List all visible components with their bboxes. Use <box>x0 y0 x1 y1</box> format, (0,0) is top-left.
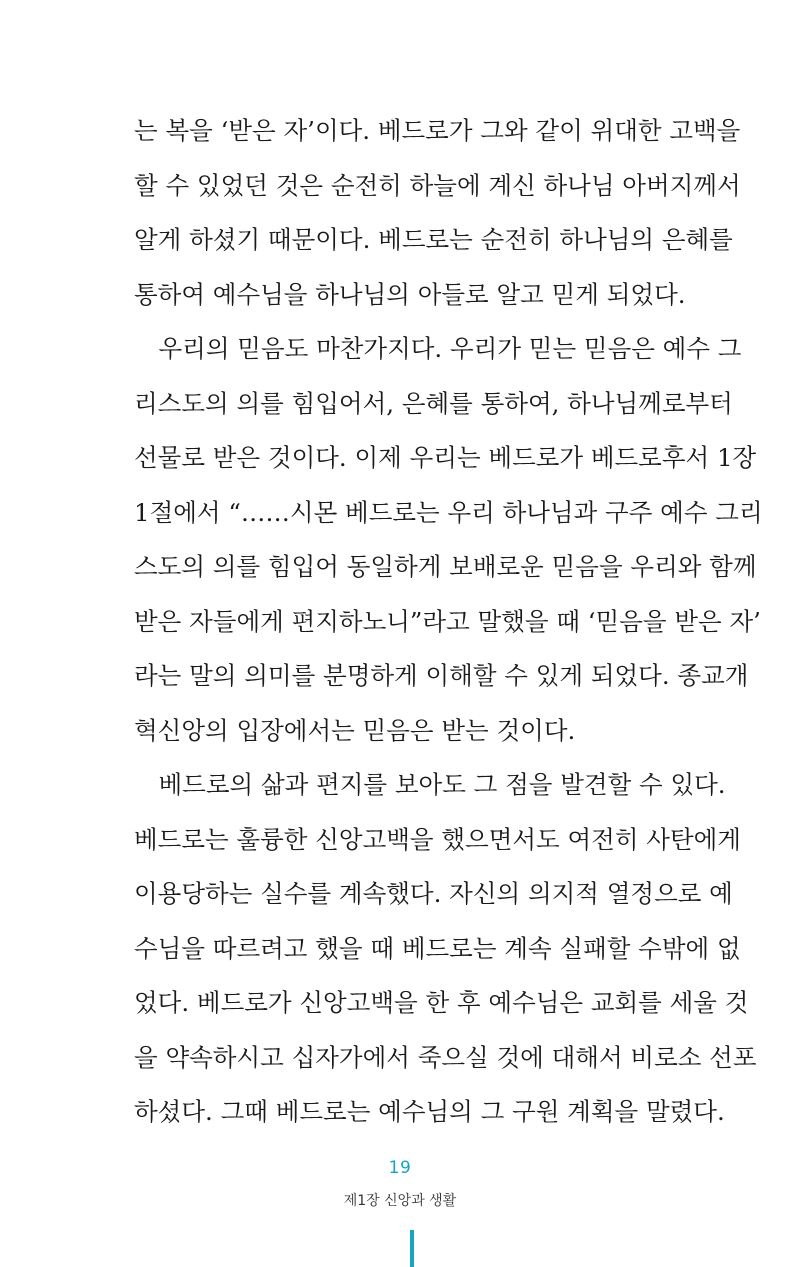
text-line: 을 약속하시고 십자가에서 죽으실 것에 대해서 비로소 선포 <box>134 1042 757 1072</box>
text-line: 선물로 받은 것이다. 이제 우리는 베드로가 베드로후서 1장 <box>134 443 757 472</box>
text-line: 베드로는 훌륭한 신앙고백을 했으면서도 여전히 사탄에게 <box>134 824 741 854</box>
text-line: 1절에서 “……시몬 베드로는 우리 하나님과 구주 예수 그리 <box>134 497 763 527</box>
bookmark-bar <box>410 1230 414 1267</box>
text-line: 스도의 의를 힘입어 동일하게 보배로운 믿음을 우리와 함께 <box>134 552 757 581</box>
chapter-title: 제1장 신앙과 생활 <box>343 1193 457 1209</box>
text-line: 받은 자들에게 편지하노니”라고 말했을 때 ‘믿음을 받은 자’ <box>134 606 761 636</box>
text-line: 할 수 있었던 것은 순전히 하늘에 계신 하나님 아버지께서 <box>134 170 741 200</box>
text-line: 혁신앙의 입장에서는 믿음은 받는 것이다. <box>134 715 576 745</box>
text-line: 리스도의 의를 힘입어서, 은혜를 통하여, 하나님께로부터 <box>134 388 733 418</box>
text-line: 이용당하는 실수를 계속했다. 자신의 의지적 열정으로 예 <box>134 879 733 908</box>
text-line: 베드로의 삶과 편지를 보아도 그 점을 발견할 수 있다. <box>134 770 726 799</box>
body-text <box>134 104 763 1140</box>
text-line: 통하여 예수님을 하나님의 아들로 알고 믿게 되었다. <box>134 279 686 309</box>
text-line: 하셨다. 그때 베드로는 예수님의 그 구원 계획을 말렸다. <box>134 1097 725 1126</box>
text-line: 었다. 베드로가 신앙고백을 한 후 예수님은 교회를 세울 것 <box>134 988 749 1017</box>
page-number: 19 <box>388 1158 412 1178</box>
text-line: 수님을 따르려고 했을 때 베드로는 계속 실패할 수밖에 없 <box>134 933 741 963</box>
text-line: 우리의 믿음도 마찬가지다. 우리가 믿는 믿음은 예수 그 <box>134 334 742 363</box>
text-line: 알게 하셨기 때문이다. 베드로는 순전히 하나님의 은혜를 <box>134 225 733 254</box>
text-line: 는 복을 ‘받은 자’이다. 베드로가 그와 같이 위대한 고백을 <box>134 116 741 145</box>
text-line: 라는 말의 의미를 분명하게 이해할 수 있게 되었다. 종교개 <box>134 661 749 690</box>
